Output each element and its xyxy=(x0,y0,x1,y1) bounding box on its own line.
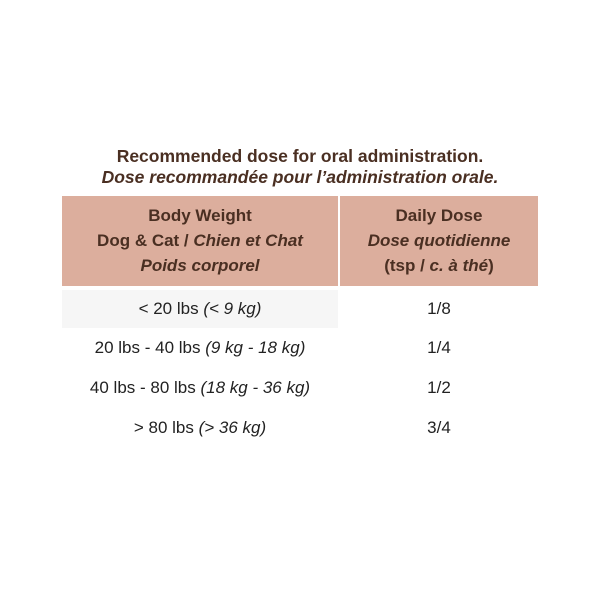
header-dose-unit-fr: c. à thé xyxy=(429,256,489,275)
header-dose-unit xyxy=(340,253,538,278)
header-daily-dose-line1: Daily Dose xyxy=(395,206,483,225)
weight-cell xyxy=(62,408,338,448)
header-body-weight-fr: Poids corporel xyxy=(140,256,260,275)
weight-lbs: 40 lbs - 80 lbs xyxy=(89,378,201,397)
dose-title-en: Recommended dose for oral administration. xyxy=(116,146,484,166)
weight-kg: (> 36 kg) xyxy=(198,418,267,437)
dose-title xyxy=(0,146,600,188)
dose-title-fr: Dose recommandée pour l’administration orale. xyxy=(101,167,499,187)
dose-cell: 3/4 xyxy=(427,418,451,437)
header-dose-unit-en: (tsp / xyxy=(384,256,430,275)
weight-kg: (9 kg - 18 kg) xyxy=(205,338,306,357)
header-dog-cat-fr: Chien et Chat xyxy=(193,231,303,250)
weight-cell xyxy=(62,290,338,328)
weight-lbs: < 20 lbs xyxy=(138,299,204,318)
dose-cell: 1/2 xyxy=(427,378,451,397)
header-body-weight xyxy=(62,196,338,286)
header-body-weight-line2 xyxy=(62,228,338,253)
weight-kg: (18 kg - 36 kg) xyxy=(200,378,311,397)
weight-lbs: 20 lbs - 40 lbs xyxy=(94,338,206,357)
weight-cell xyxy=(62,328,338,368)
dose-cell: 1/4 xyxy=(427,338,451,357)
table-row xyxy=(62,368,538,408)
header-body-weight-line1: Body Weight xyxy=(148,206,252,225)
table-row xyxy=(62,290,538,328)
header-dose-unit-close: ) xyxy=(488,256,494,275)
table-row xyxy=(62,328,538,368)
header-dog-cat-en: Dog & Cat / xyxy=(97,231,194,250)
header-daily-dose xyxy=(340,196,538,286)
weight-lbs: > 80 lbs xyxy=(133,418,199,437)
table-header xyxy=(62,196,538,286)
header-daily-dose-fr: Dose quotidienne xyxy=(367,231,511,250)
table-row xyxy=(62,408,538,448)
weight-cell xyxy=(62,368,338,408)
dose-cell: 1/8 xyxy=(427,299,451,318)
dose-table xyxy=(62,196,538,448)
weight-kg: (< 9 kg) xyxy=(203,299,262,318)
